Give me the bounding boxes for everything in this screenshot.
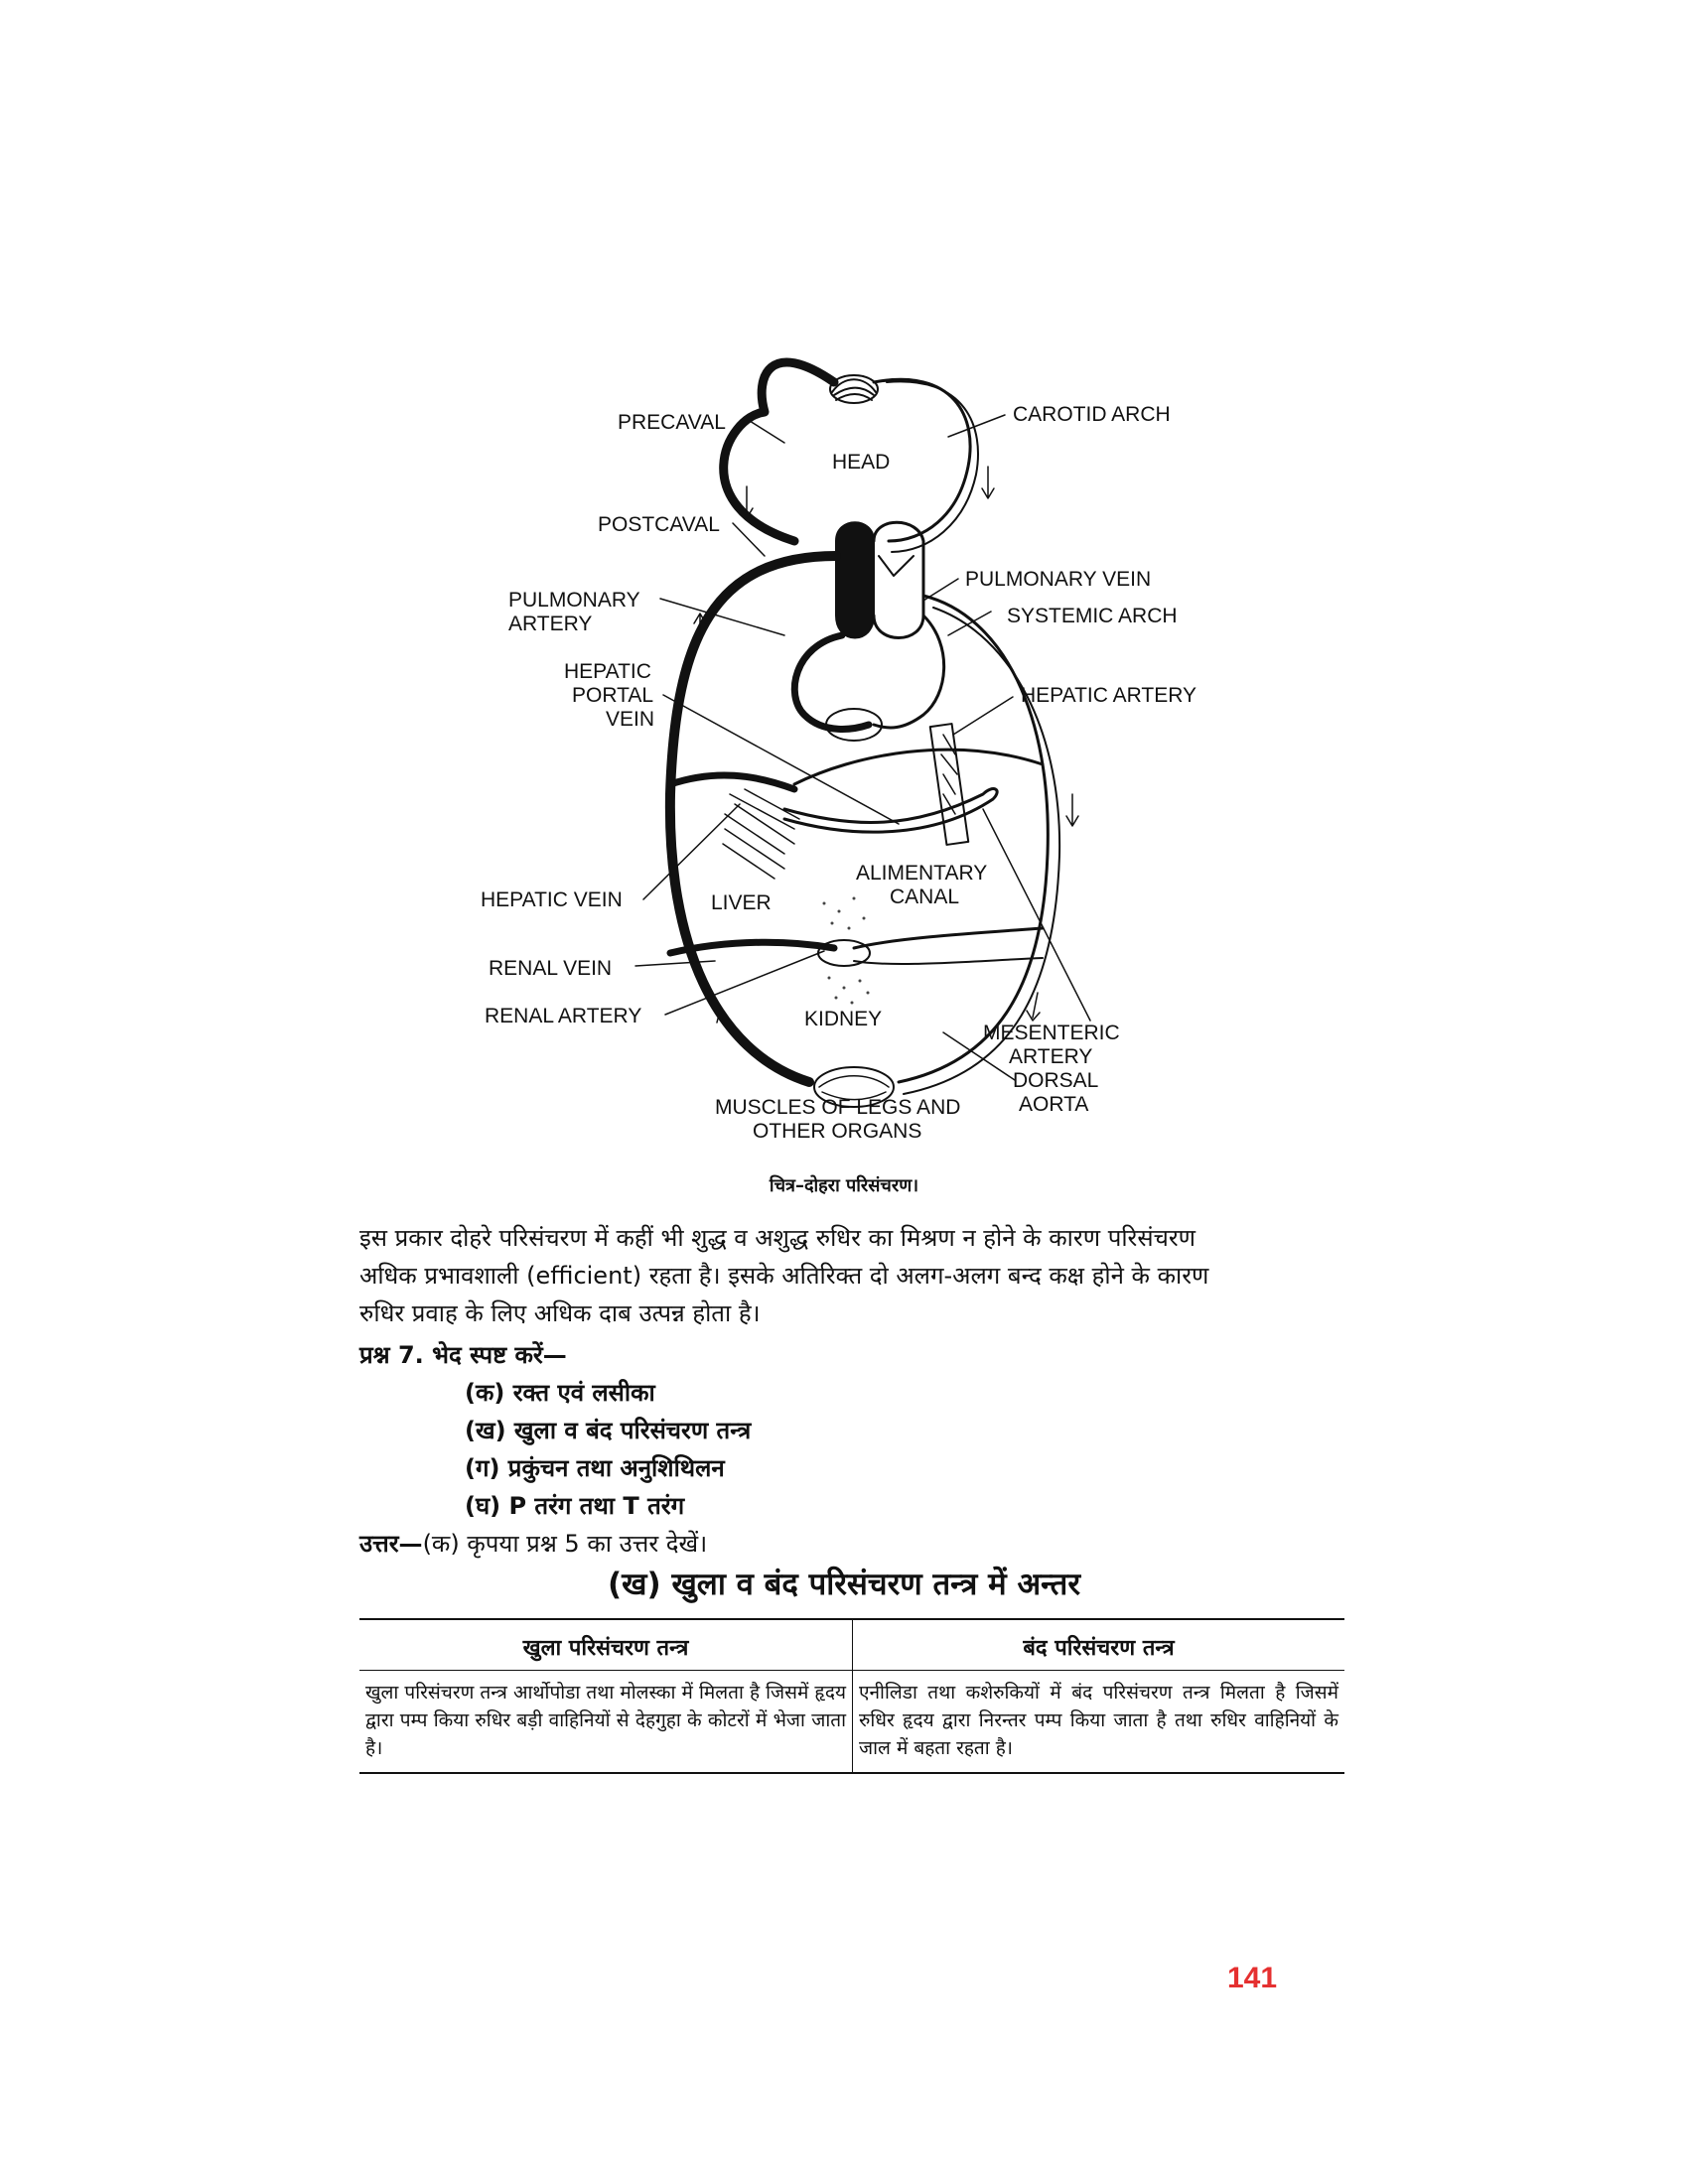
label-hepatic-portal-2: PORTAL bbox=[572, 684, 654, 707]
liver bbox=[723, 789, 799, 879]
figure-caption: चित्र–दोहरा परिसंचरण। bbox=[769, 1175, 919, 1196]
hepatic-artery bbox=[794, 750, 1043, 784]
table-cell: खुला परिसंचरण तन्त्र आर्थोपोडा तथा मोलस्का में मिलता है जिसमें हृदय द्वारा पम्प किया रुधिर बड़ी वाहिनियों से देहगुहा के कोटरों में भेजा जाता है। bbox=[365, 1682, 846, 1759]
renal-vein bbox=[670, 942, 834, 953]
paragraph bbox=[359, 1219, 1342, 1332]
label-pulmonary-vein: PULMONARY VEIN bbox=[965, 568, 1152, 591]
table-header-row bbox=[359, 1620, 1344, 1671]
label-pulmonary-artery-1: PULMONARY bbox=[508, 589, 640, 612]
kidney-capillaries bbox=[818, 940, 870, 966]
page-number: 141 bbox=[1227, 1962, 1278, 1994]
label-hepatic-vein: HEPATIC VEIN bbox=[481, 888, 623, 911]
label-precaval: PRECAVAL bbox=[618, 411, 726, 434]
label-alimentary-2: CANAL bbox=[890, 886, 960, 908]
head-capillaries bbox=[830, 375, 878, 403]
label-muscles-1: MUSCLES OF LEGS AND bbox=[715, 1096, 961, 1119]
label-mesenteric-1: MESENTERIC bbox=[983, 1022, 1120, 1044]
question-item: (ख) खुला व बंद परिसंचरण तन्त्र bbox=[465, 1417, 752, 1444]
heart bbox=[836, 522, 923, 637]
answer-line bbox=[359, 1527, 707, 1560]
section-title: (ख) खुला व बंद परिसंचरण तन्त्र में अन्तर bbox=[607, 1567, 1081, 1602]
table-row bbox=[359, 1671, 1344, 1772]
renal-artery bbox=[854, 928, 1043, 948]
paragraph-line: इस प्रकार दोहरे परिसंचरण में कहीं भी शुद्ध व अशुद्ध रुधिर का मिश्रण न होने के कारण परिसंचरण bbox=[359, 1224, 1196, 1252]
label-dorsal-1: DORSAL bbox=[1013, 1069, 1099, 1092]
table-header-closed: बंद परिसंचरण तन्त्र bbox=[852, 1620, 1344, 1671]
question-item: (क) रक्त एवं लसीका bbox=[465, 1379, 655, 1407]
question-item: (ग) प्रकुंचन तथा अनुशिथिलन bbox=[465, 1454, 725, 1482]
paragraph-line: अधिक प्रभावशाली (efficient) रहता है। इसके अतिरिक्त दो अलग-अलग बन्द कक्ष होने के कारण bbox=[359, 1262, 1209, 1290]
comparison-table bbox=[359, 1618, 1344, 1774]
label-renal-artery: RENAL ARTERY bbox=[485, 1005, 642, 1027]
question-item: (घ) P तरंग तथा T तरंग bbox=[465, 1492, 685, 1520]
label-mesenteric-2: ARTERY bbox=[1009, 1045, 1093, 1068]
label-head: HEAD bbox=[832, 451, 891, 474]
label-systemic-arch: SYSTEMIC ARCH bbox=[1007, 605, 1178, 627]
table-header-open: खुला परिसंचरण तन्त्र bbox=[359, 1620, 852, 1671]
label-hepatic-portal-3: VEIN bbox=[606, 708, 655, 731]
answer-text: (क) कृपया प्रश्न 5 का उत्तर देखें। bbox=[422, 1530, 708, 1558]
label-postcaval: POSTCAVAL bbox=[598, 513, 720, 536]
table-cell: एनीलिडा तथा कशेरुकियों में बंद परिसंचरण तन्त्र मिलता है जिसमें रुधिर हृदय द्वारा निरन्तर पम्प किया जाता है तथा रुधिर वाहिनियों के जाल में बहता रहता है। bbox=[852, 1671, 1344, 1772]
flow-arrows bbox=[694, 467, 1078, 1032]
answer-prefix: उत्तर— bbox=[359, 1530, 423, 1558]
head-loop-vein bbox=[724, 362, 834, 541]
label-kidney: KIDNEY bbox=[804, 1008, 883, 1030]
question-heading: प्रश्न 7. भेद स्पष्ट करें— bbox=[359, 1341, 567, 1369]
label-renal-vein: RENAL VEIN bbox=[489, 957, 613, 980]
label-muscles-2: OTHER ORGANS bbox=[753, 1120, 922, 1143]
hepatic-vein bbox=[670, 775, 794, 789]
label-liver: LIVER bbox=[711, 891, 772, 914]
label-alimentary-1: ALIMENTARY bbox=[856, 862, 988, 885]
label-hepatic-portal-1: HEPATIC bbox=[564, 660, 651, 683]
paragraph-line: रुधिर प्रवाह के लिए अधिक दाब उत्पन्न होता है। bbox=[359, 1299, 761, 1327]
label-hepatic-artery: HEPATIC ARTERY bbox=[1021, 684, 1196, 707]
label-dorsal-2: AORTA bbox=[1019, 1093, 1089, 1116]
label-pulmonary-artery-2: ARTERY bbox=[508, 613, 593, 635]
label-carotid-arch: CAROTID ARCH bbox=[1013, 403, 1171, 426]
